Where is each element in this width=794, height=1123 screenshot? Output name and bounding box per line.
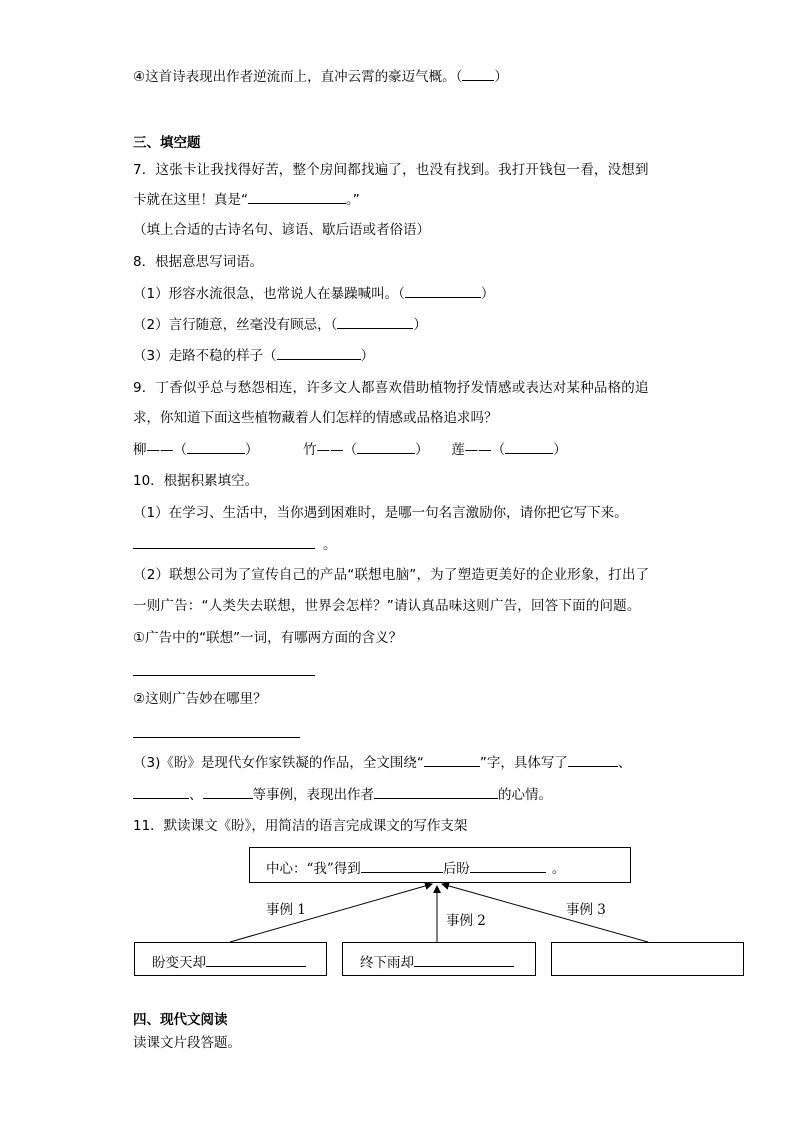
q9-plant1-label: 柳——（ — [133, 442, 187, 458]
q11-center-blank1[interactable] — [361, 859, 443, 873]
section3-heading: 三、填空题 — [133, 135, 201, 151]
q11-box2-text — [360, 951, 514, 971]
q10-part3-text-e: 等事例，表现出作者 — [252, 787, 374, 803]
q10-part3-text-b: ”字，具体写了 — [479, 755, 568, 771]
q11-title: 11．默读课文《盼》，用简洁的语言完成课文的写作支架 — [133, 818, 468, 834]
q11-box-example1 — [134, 942, 327, 976]
q10-part2-line2: 一则广告：“人类失去联想，世界会怎样？”请认真品味这则广告，回答下面的问题。 — [133, 598, 641, 614]
q7-hint: （填上合适的古诗名句、谚语、歇后语或者俗语） — [133, 222, 430, 238]
q11-center-label: 中心：“我”得到 — [266, 861, 361, 877]
q10-part2-q2: ②这则广告妙在哪里？ — [133, 691, 267, 707]
q11-box2-blank[interactable] — [414, 953, 514, 967]
q8-item1-close: ） — [480, 286, 495, 302]
q11-center-blank2[interactable] — [470, 859, 546, 873]
q8-item2-close: ） — [413, 317, 427, 333]
q10-title: 10．根据积累填空。 — [133, 473, 259, 489]
q11-example1-label: 事例 1 — [266, 902, 306, 918]
q11-center-box — [249, 847, 631, 883]
q8-title: 8．根据意思写词语。 — [133, 254, 264, 270]
q6-item4-text: ④这首诗表现出作者逆流而上，直冲云霄的豪迈气概。（ — [133, 69, 463, 85]
q11-center-text — [266, 857, 565, 877]
q8-item3-close: ） — [360, 348, 375, 364]
q8-item3-text: （3）走路不稳的样子（ — [133, 348, 277, 364]
q8-item2-text: （2）言行随意，丝毫没有顾忌，（ — [133, 317, 338, 333]
q9-plant2-label: 竹——（ — [303, 442, 358, 458]
q10-part3-text-c: 、 — [617, 755, 632, 771]
q7-line2-post: 。” — [346, 192, 360, 208]
q11-example2-label: 事例 2 — [446, 913, 486, 929]
q11-box1-text — [152, 951, 306, 971]
q7-line2-pre: 卡就在这里！真是“ — [133, 192, 248, 208]
q11-box-example2 — [342, 942, 536, 976]
q10-part3-text-a: （3)《盼》是现代女作家铁凝的作品，全文围绕“ — [133, 755, 424, 771]
q10-part2-q1: ①广告中的“联想”一词，有哪两方面的含义？ — [133, 630, 403, 646]
q11-center-label2: 后盼 — [442, 861, 470, 877]
q11-center-end: 。 — [551, 861, 566, 877]
q10-part1-end: 。 — [323, 537, 337, 553]
arrow-example1 — [230, 884, 432, 942]
q11-box1-label: 盼变天却 — [152, 955, 206, 971]
q7-line1: 7．这张卡让我找得好苦，整个房间都找遍了，也没有找到。我打开钱包一看，没想到 — [133, 162, 649, 178]
q6-item4-close: ） — [494, 69, 508, 85]
q8-item1-text: （1）形容水流很急，也常说人在暴躁喊叫。（ — [133, 286, 405, 302]
section4-intro: 读课文片段答题。 — [133, 1035, 241, 1051]
q10-part3-text-f: 的心情。 — [498, 787, 552, 803]
q9-plant1-close: ） — [245, 442, 259, 458]
section4-heading: 四、现代文阅读 — [133, 1012, 228, 1028]
q9-plant3-close: ） — [553, 442, 567, 458]
q9-line2: 求，你知道下面这些植物藏着人们怎样的情感或品格追求吗？ — [133, 410, 498, 426]
q11-box-example3[interactable] — [551, 942, 744, 976]
q11-box2-label: 终下雨却 — [360, 955, 414, 971]
q10-part2-line1: （2）联想公司为了宣传自己的产品“联想电脑”，为了塑造更美好的企业形象，打出了 — [133, 567, 650, 583]
q11-example3-label: 事例 3 — [566, 902, 606, 918]
q9-plant2-close: ） — [415, 442, 429, 458]
q9-line1: 9．丁香似乎总与愁怨相连，许多文人都喜欢借助植物抒发情感或表达对某种品格的追 — [133, 380, 649, 396]
q10-part3-text-d: 、 — [189, 787, 203, 803]
q9-plant3-label: 莲——（ — [451, 442, 506, 458]
q11-box1-blank[interactable] — [206, 953, 306, 967]
q10-part1: （1）在学习、生活中，当你遇到困难时，是哪一句名言激励你，请你把它写下来。 — [133, 505, 628, 521]
